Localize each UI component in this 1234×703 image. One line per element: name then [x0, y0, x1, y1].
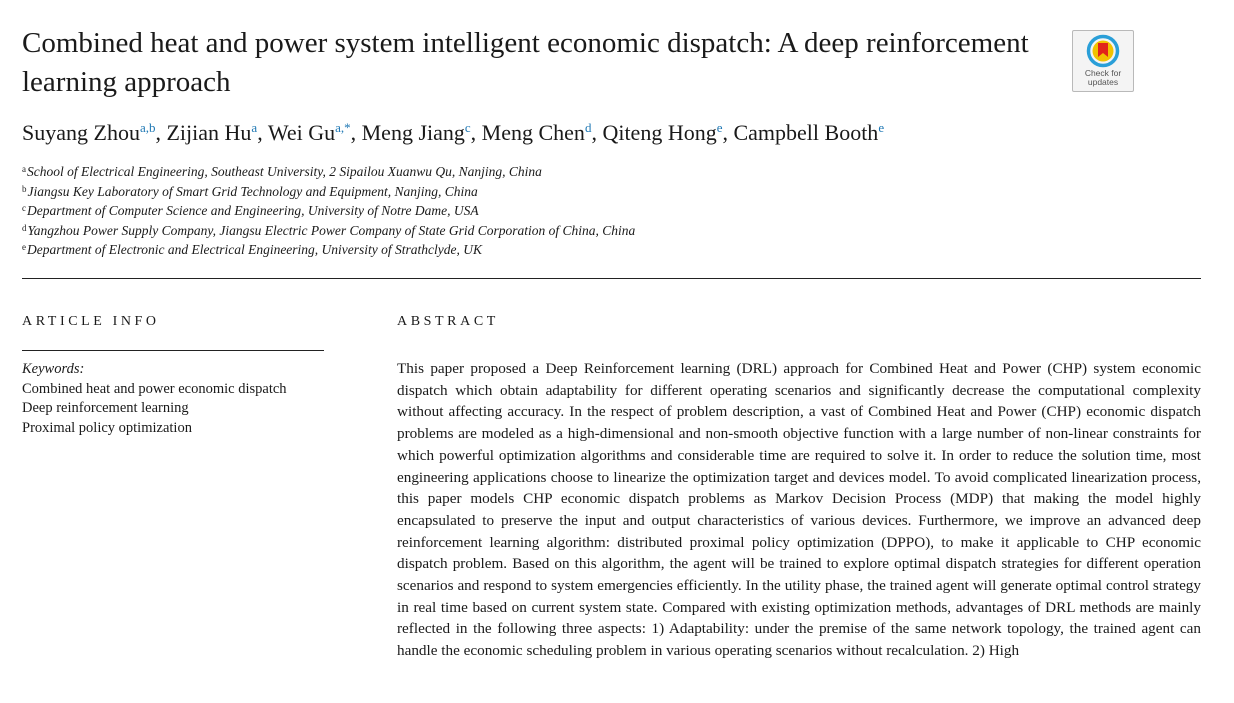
keywords-label: Keywords: [22, 361, 85, 377]
abstract-heading: ABSTRACT [397, 314, 499, 329]
affiliation [22, 182, 635, 202]
affiliation-mark: c [22, 203, 26, 214]
affiliation-text: Yangzhou Power Supply Company, Jiangsu Electric Power Company of State Grid Corporation of China, China [27, 222, 636, 238]
affiliation-mark: e [22, 242, 26, 253]
check-for-updates-badge[interactable] [1072, 30, 1134, 92]
header-divider [22, 278, 1201, 279]
article-info-heading: ARTICLE INFO [22, 314, 160, 329]
abstract-text: This paper proposed a Deep Reinforcement learning (DRL) approach for Combined Heat and Power (CHP) system economic dispatch which obtain adaptability for different operating scenarios and significantly decrease the computational complexity without affecting accuracy. In the respect of problem description, a vast of Combined Heat and Power (CHP) economic dispatch problems are modeled as a high-dimensional and non-smooth objective function with a large number of non-linear constraints for which powerful optimization algorithms and considerable time are required to solve it. In order to reduce the solution time, most engineering applications choose to linearize the optimization target and devices model. To avoid complicated linearization process, this paper models CHP economic dispatch problems as Markov Decision Process (MDP) that making the model highly encapsulated to preserve the input and output characteristics of various devices. Furthermore, we improve an advanced deep reinforcement learning algorithm: distributed proximal policy optimization (DPPO), to make it applicable to CHP economic dispatch problem. Based on this algorithm, the agent will be trained to explore optimal dispatch strategies for different operation scenarios and respond to system emergencies efficiently. In the utility phase, the trained agent will generate optimal control strategy in real time based on current system state. Compared with existing optimization methods, advantages of DRL methods are mainly reflected in the following three aspects: 1) Adaptability: under the premise of the same network topology, the trained agent can handle the economic scheduling problem in various operating scenarios without recalculation. 2) High [397, 360, 1201, 660]
author-name[interactable]: Campbell Booth [733, 120, 879, 145]
author-name[interactable]: Meng Chen [481, 120, 585, 145]
paper-title: Combined heat and power system intelligent economic dispatch: A deep reinforcement learning approach [22, 27, 1029, 98]
author-name[interactable]: Qiteng Hong [602, 120, 717, 145]
author-name[interactable]: Zijian Hu [166, 120, 252, 145]
affiliation-mark: b [22, 183, 27, 194]
author-affil-mark[interactable]: e [878, 120, 885, 135]
keyword-item[interactable]: Deep reinforcement learning [22, 400, 189, 417]
article-info-divider [22, 350, 324, 351]
author-separator: , [350, 120, 362, 145]
keywords-block [22, 360, 287, 438]
author-affil-mark[interactable]: e [716, 120, 723, 135]
author-list [22, 118, 884, 148]
affiliation [22, 221, 635, 241]
affiliation-mark: a [22, 164, 26, 174]
author-affil-mark[interactable]: a,* [335, 120, 351, 135]
affiliation-text: School of Electrical Engineering, Southeast University, 2 Sipailou Xuanwu Qu, Nanjing, China [27, 164, 542, 179]
affiliation-text: Department of Computer Science and Engineering, University of Notre Dame, USA [27, 203, 479, 219]
author-affil-mark[interactable]: a [251, 120, 258, 135]
author-separator: , [591, 120, 603, 145]
keyword-item[interactable]: Combined heat and power economic dispatch [22, 380, 287, 397]
author-name[interactable]: Meng Jiang [361, 120, 465, 145]
affiliation-mark: d [22, 222, 27, 233]
author-separator: , [722, 120, 734, 145]
author-affil-mark[interactable]: d [584, 120, 592, 135]
author-separator: , [257, 120, 268, 145]
affiliation-text: Jiangsu Key Laboratory of Smart Grid Technology and Equipment, Nanjing, China [27, 183, 478, 199]
badge-label: Check for updates [1084, 68, 1122, 87]
author-name[interactable]: Suyang Zhou [22, 120, 140, 145]
author-affil-mark[interactable]: c [464, 120, 471, 135]
keyword-item[interactable]: Proximal policy optimization [22, 419, 192, 436]
crossmark-icon [1086, 34, 1120, 68]
affiliation [22, 240, 635, 260]
affiliation-text: Department of Electronic and Electrical Engineering, University of Strathclyde, UK [27, 242, 483, 258]
author-affil-mark[interactable]: a,b [139, 120, 156, 135]
author-separator: , [155, 120, 167, 145]
author-name[interactable]: Wei Gu [267, 120, 336, 145]
affiliation-list [22, 162, 635, 260]
affiliation [22, 162, 635, 182]
affiliation [22, 201, 635, 221]
author-separator: , [470, 120, 482, 145]
